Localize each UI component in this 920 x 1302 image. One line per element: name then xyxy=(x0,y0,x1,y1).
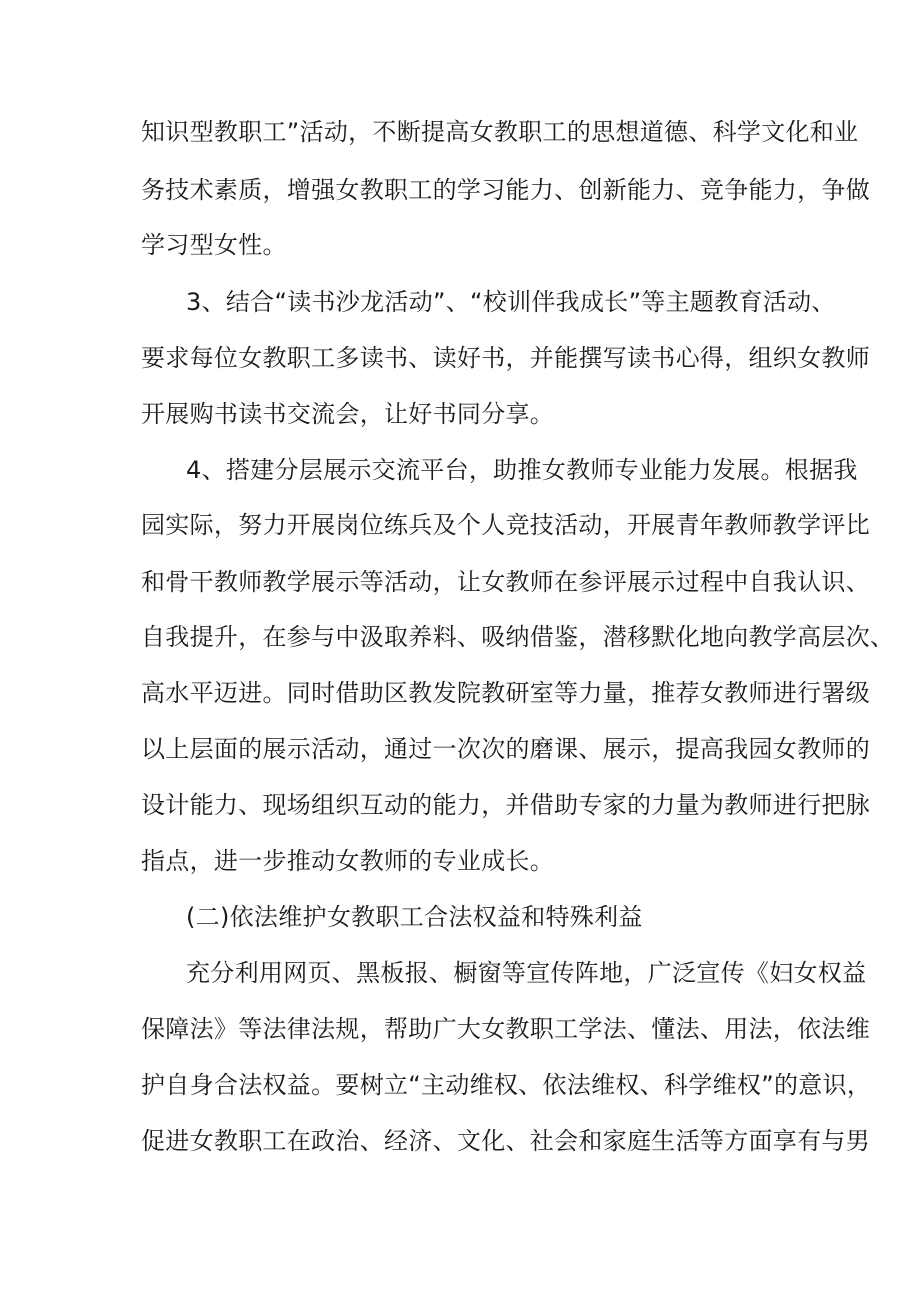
paragraph-line: 促进女教职工在政治、经济、文化、社会和家庭生活等方面享有与男 xyxy=(141,1127,870,1155)
section-heading: (二)依法维护女教职工合法权益和特殊利益 xyxy=(186,903,643,931)
paragraph-line: 和骨干教师教学展示等活动，让女教师在参评展示过程中自我认识、 xyxy=(141,568,870,596)
paragraph-line: 高水平迈进。同时借助区教发院教研室等力量，推荐女教师进行署级 xyxy=(141,679,870,707)
paragraph-line: 设计能力、现场组织互动的能力，并借助专家的力量为教师进行把脉 xyxy=(141,791,870,819)
paragraph-line: 3、结合“读书沙龙活动”、“校训伴我成长”等主题教育活动、 xyxy=(186,288,836,316)
paragraph-line: 充分利用网页、黑板报、橱窗等宣传阵地，广泛宣传《妇女权益 xyxy=(186,959,867,987)
paragraph-line: 开展购书读书交流会，让好书同分享。 xyxy=(141,400,555,428)
paragraph-line: 指点，进一步推动女教师的专业成长。 xyxy=(141,847,555,875)
paragraph-line: 知识型教职工”活动，不断提高女教职工的思想道德、科学文化和业 xyxy=(141,118,859,146)
paragraph-line: 以上层面的展示活动，通过一次次的磨课、展示，提高我园女教师的 xyxy=(141,735,870,763)
paragraph-line: 园实际，努力开展岗位练兵及个人竞技活动，开展青年教师教学评比 xyxy=(141,511,870,539)
paragraph-line: 学习型女性。 xyxy=(141,231,287,259)
paragraph-line: 4、搭建分层展示交流平台，助推女教师专业能力发展。根据我 xyxy=(186,456,858,484)
paragraph-line: 护自身合法权益。要树立“主动维权、依法维权、科学维权”的意识， xyxy=(141,1071,872,1099)
paragraph-line: 要求每位女教职工多读书、读好书，并能撰写读书心得，组织女教师 xyxy=(141,344,870,372)
paragraph-line: 务技术素质，增强女教职工的学习能力、创新能力、竞争能力，争做 xyxy=(141,176,870,204)
paragraph-line: 保障法》等法律法规，帮助广大女教职工学法、懂法、用法，依法维 xyxy=(141,1015,870,1043)
paragraph-line: 自我提升，在参与中汲取养料、吸纳借鉴，潜移默化地向教学高层次、 xyxy=(141,623,895,651)
